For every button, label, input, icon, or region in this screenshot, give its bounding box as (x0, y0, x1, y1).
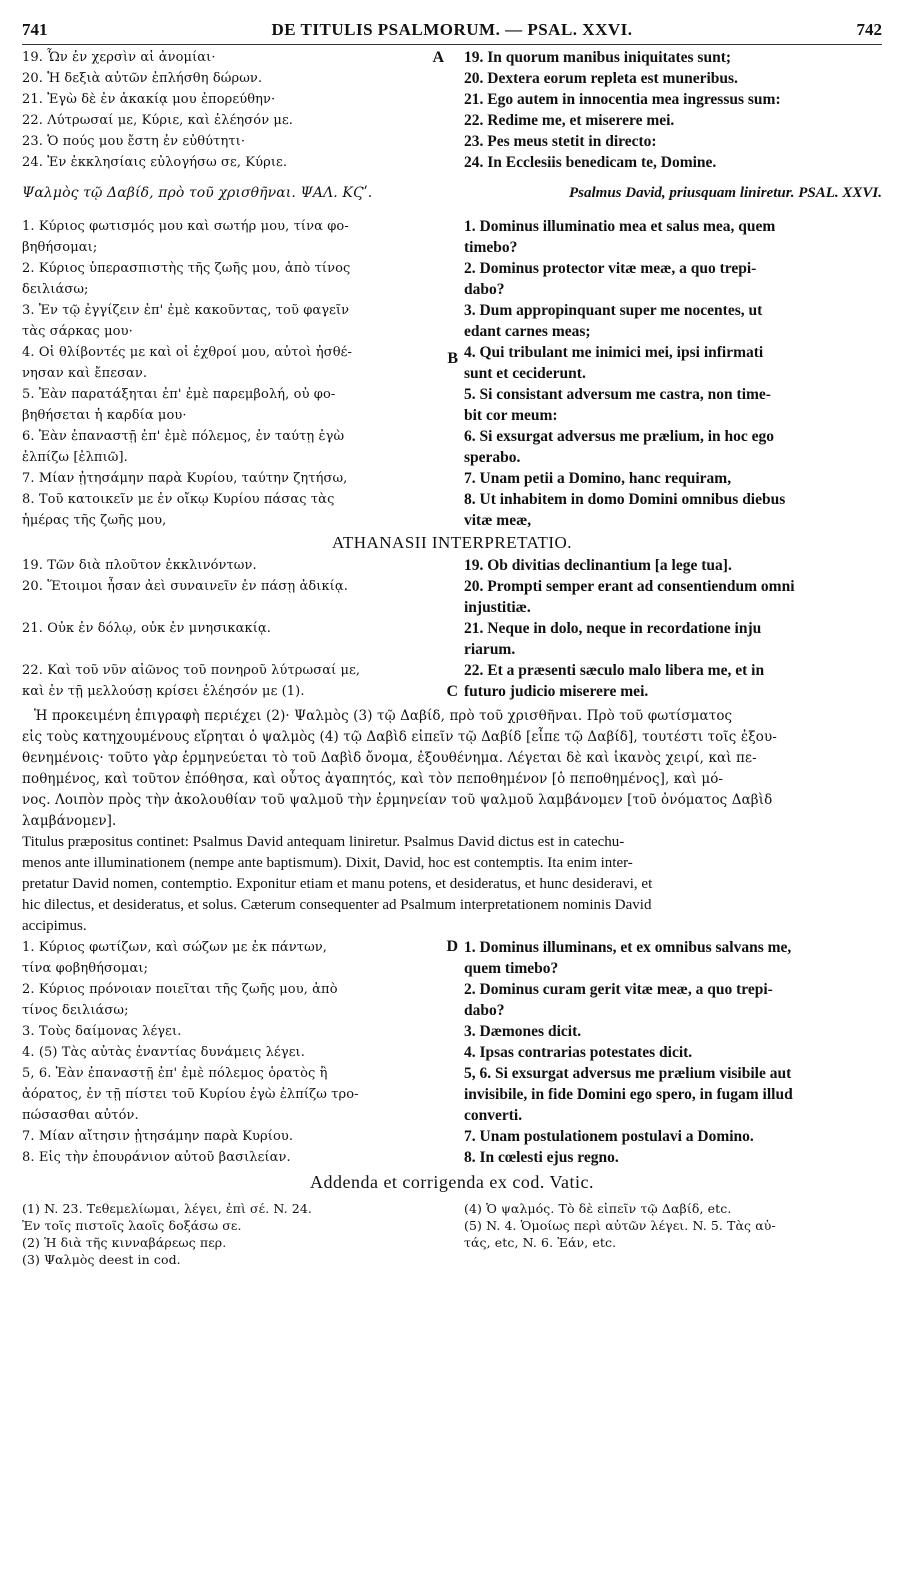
greek-paragraph-line: θενημένοις· τοῦτο γὰρ ἑρμηνεύεται τὸ τοῦ Δαβὶδ ὄνομα, ἐξουθένημα. Λέγεται δὲ καὶ ἱκανὸς χειρί, καὶ πε- (22, 750, 757, 766)
athanasius-greek-column (22, 555, 458, 702)
latin-line: 8. Ut inhabitem in domo Domini omnibus diebus (464, 491, 786, 508)
latin-paragraph-line: Titulus præpositus continet: Psalmus David antequam liniretur. Psalmus David dictus est in catechu- (22, 834, 625, 850)
commentary-greek-column (22, 937, 458, 1168)
greek-line: 20. Ἕτοιμοι ἦσαν ἀεὶ συναινεῖν ἐν πάσῃ ἀδικίᾳ. (22, 579, 348, 594)
latin-line: 3. Dæmones dicit. (464, 1023, 582, 1040)
margin-marker-b: B (447, 350, 458, 367)
greek-line: 23. Ὁ πούς μου ἔστη ἐν εὐθύτητι· (22, 134, 246, 149)
psalm-latin-column (464, 216, 882, 531)
latin-line: 22. Redime me, et miserere mei. (464, 112, 675, 129)
latin-line: timebo? (464, 239, 518, 256)
latin-line: 19. Ob divitias declinantium [a lege tua]. (464, 557, 732, 574)
greek-line: τίνα φοβηθήσομαι; (22, 961, 149, 976)
latin-line: 1. Dominus illuminans, et ex omnibus salvans me, (464, 939, 792, 956)
latin-line: 21. Ego autem in innocentia mea ingressus sum: (464, 91, 781, 108)
latin-line: 21. Neque in dolo, neque in recordatione inju (464, 620, 762, 637)
psalm-heading (22, 185, 882, 202)
latin-line: bit cor meum: (464, 407, 558, 424)
greek-line: τίνος δειλιάσω; (22, 1003, 129, 1018)
greek-line: βηθήσεται ἡ καρδία μου· (22, 408, 187, 423)
greek-line: 21. Ἐγὼ δὲ ἐν ἀκακίᾳ μου ἐπορεύθην· (22, 92, 276, 107)
running-title: DE TITULIS PSALMORUM. — PSAL. XXVI. (271, 20, 633, 39)
greek-line: 19. Ὧν ἐν χερσὶν αἱ ἀνομίαι· (22, 50, 216, 65)
footnote-line: (2) Ἡ διὰ τῆς κινναβάρεως περ. (22, 1235, 227, 1250)
greek-line: 2. Κύριος ὑπερασπιστὴς τῆς ζωῆς μου, ἀπὸ τίνος (22, 261, 351, 276)
greek-paragraph (22, 706, 882, 832)
margin-marker-c: C (446, 683, 458, 700)
greek-line: καὶ ἐν τῇ μελλούσῃ κρίσει ἐλέησόν με (1). (22, 684, 305, 699)
latin-line: 4. Qui tribulant me inimici mei, ipsi infirmati (464, 344, 764, 361)
greek-paragraph-line: Ἡ προκειμένη ἐπιγραφὴ περιέχει (2)· Ψαλμὸς (3) τῷ Δαβίδ, πρὸ τοῦ χρισθῆναι. Πρὸ τοῦ φωτίσματος (34, 708, 733, 724)
greek-line: πώσασθαι αὐτόν. (22, 1108, 139, 1123)
greek-line: 22. Λύτρωσαί με, Κύριε, καὶ ἐλέησόν με. (22, 113, 294, 128)
latin-line: 22. Et a præsenti sæculo malo libera me, et in (464, 662, 765, 679)
greek-line: 20. Ἡ δεξιὰ αὐτῶν ἐπλήσθη δώρων. (22, 71, 263, 86)
latin-line: 19. In quorum manibus iniquitates sunt; (464, 49, 732, 66)
footnote-line: (5) N. 4. Ὁμοίως περὶ αὐτῶν λέγει. N. 5. Τὰς αὐ- (464, 1218, 776, 1233)
latin-line: 8. In cœlesti ejus regno. (464, 1149, 619, 1166)
greek-line: 5. Ἐὰν παρατάξηται ἐπ' ἐμὲ παρεμβολή, οὐ φο- (22, 387, 336, 402)
top-greek-column (22, 47, 444, 173)
greek-paragraph-line: νος. Λοιπὸν πρὸς τὴν ἀκολουθίαν τοῦ ψαλμοῦ τὴν ἑρμηνείαν τοῦ ψαλμοῦ λαμβάνομεν [τοῦ ὀνόματος Δαβὶδ (22, 792, 773, 808)
latin-paragraph-line: pretatur David nomen, contemptio. Exponitur etiam et manu potens, et desideratus, et hunc desideravi, et (22, 876, 653, 892)
addenda-heading: Addenda et corrigenda ex cod. Vatic. (309, 1172, 595, 1192)
greek-line: 6. Ἐὰν ἐπαναστῇ ἐπ' ἐμὲ πόλεμος, ἐν ταύτῃ ἐγὼ (22, 429, 345, 444)
greek-line: ἡμέρας τῆς ζωῆς μου, (22, 513, 167, 528)
latin-line: converti. (464, 1107, 523, 1124)
latin-line: 23. Pes meus stetit in directo: (464, 133, 657, 150)
psalm-greek-column (22, 216, 458, 531)
greek-line: βηθήσομαι; (22, 240, 98, 255)
latin-line: vitæ meæ, (464, 512, 532, 529)
greek-line: 21. Οὐκ ἐν δόλῳ, οὐκ ἐν μνησικακίᾳ. (22, 621, 272, 636)
greek-line: τὰς σάρκας μου· (22, 324, 133, 339)
latin-line: 7. Unam petii a Domino, hanc requiram, (464, 470, 732, 487)
greek-line: νησαν καὶ ἔπεσαν. (22, 366, 148, 381)
latin-paragraph-line: accipimus. (22, 918, 87, 934)
latin-line: 20. Prompti semper erant ad consentiendum omni (464, 578, 795, 595)
greek-paragraph-line: ποθημένος, καὶ τοῦτον ἐπόθησα, καὶ οὗτος ἀγαπητός, καὶ τὸν πεποθημένον [ὁ πεποθημένος], καὶ μό- (22, 771, 724, 787)
greek-line: ἐλπίζω [ἐλπιῶ]. (22, 450, 128, 465)
greek-line: 19. Τῶν διὰ πλοῦτον ἐκκλινόντων. (22, 558, 257, 573)
footnote-line: (4) Ὁ ψαλμός. Τὸ δὲ εἰπεῖν τῷ Δαβίδ, etc. (464, 1201, 732, 1216)
latin-line: edant carnes meas; (464, 323, 591, 340)
greek-paragraph-line: λαμβάνομεν]. (22, 813, 117, 829)
greek-line: δειλιάσω; (22, 282, 89, 297)
latin-line: 2. Dominus curam gerit vitæ meæ, a quo trepi- (464, 981, 773, 998)
athanasius-verses (22, 555, 882, 702)
greek-line: 2. Κύριος πρόνοιαν ποιεῖται τῆς ζωῆς μου, ἀπὸ (22, 982, 338, 997)
footnote-line: (1) N. 23. Τεθεμελίωμαι, λέγει, ἐπὶ σέ. N. 24. (22, 1201, 312, 1216)
greek-line: 7. Μίαν ᾐτησάμην παρὰ Κυρίου, ταύτην ζητήσω, (22, 471, 348, 486)
greek-line: 1. Κύριος φωτίζων, καὶ σώζων με ἐκ πάντων, (22, 940, 328, 955)
latin-line: 24. In Ecclesiis benedicam te, Domine. (464, 154, 717, 171)
latin-line: quem timebo? (464, 960, 559, 977)
footnotes-left (22, 1200, 440, 1268)
greek-paragraph-line: εἰς τοὺς κατηχουμένους εἴρηται ὁ ψαλμὸς (4) τῷ Δαβὶδ εἰπεῖν τῷ Δαβίδ [εἶπε τῷ Δαβίδ], τουτέστι τοῖς ἐξου- (22, 729, 777, 745)
running-header (22, 14, 882, 45)
greek-line: 8. Τοῦ κατοικεῖν με ἐν οἴκῳ Κυρίου πάσας τὰς (22, 492, 335, 507)
footnotes-right (464, 1200, 882, 1268)
greek-line: 4. (5) Τὰς αὐτὰς ἐναντίας δυνάμεις λέγει. (22, 1045, 305, 1060)
top-latin-column (464, 47, 882, 173)
latin-line: 1. Dominus illuminatio mea et salus mea, quem (464, 218, 776, 235)
greek-line: 22. Καὶ τοῦ νῦν αἰῶνος τοῦ πονηροῦ λύτρωσαί με, (22, 663, 361, 678)
psalm-heading-latin: Psalmus David, priusquam liniretur. PSAL. XXVI. (568, 185, 882, 201)
latin-paragraph-line: hic dilectus, et desideratus, et solus. Cæterum consequenter ad Psalmum interpretationem nominis David (22, 897, 652, 913)
latin-paragraph-line: menos ante illuminationem (nempe ante baptismum). Dixit, David, hoc est contemptis. Ita enim inter- (22, 855, 633, 871)
commentary-latin-column (464, 937, 882, 1168)
page (22, 14, 882, 1268)
latin-line: 20. Dextera eorum repleta est muneribus. (464, 70, 738, 87)
latin-line: invisibile, in fide Domini ego spero, in fugam illud (464, 1086, 793, 1103)
greek-line: 5, 6. Ἐὰν ἐπαναστῇ ἐπ' ἐμὲ πόλεμος ὁρατὸς ἢ (22, 1066, 328, 1081)
athanasii-heading: ATHANASII INTERPRETATIO. (331, 533, 573, 552)
greek-line (22, 597, 440, 618)
latin-paragraph (22, 832, 882, 937)
latin-line: 2. Dominus protector vitæ meæ, a quo trepi- (464, 260, 757, 277)
latin-line: 5. Si consistant adversum me castra, non time- (464, 386, 771, 403)
psalm-heading-greek: Ψαλμὸς τῷ Δαβίδ, πρὸ τοῦ χρισθῆναι. ΨΑΛ. ΚϚʹ. (22, 185, 373, 201)
footnote-line: Ἐν τοῖς πιστοῖς λαοῖς δοξάσω σε. (22, 1218, 242, 1233)
greek-line: ἀόρατος, ἐν τῇ πίστει τοῦ Κυρίου ἐγὼ ἐλπίζω τρο- (22, 1087, 359, 1102)
footnote-line: (3) Ψαλμὸς deest in cod. (22, 1252, 181, 1267)
page-number-right: 742 (856, 20, 882, 39)
footnote-line: τάς, etc, N. 6. Ἐάν, etc. (464, 1235, 617, 1250)
latin-line: dabo? (464, 1002, 505, 1019)
latin-line: 3. Dum appropinquant super me nocentes, ut (464, 302, 763, 319)
latin-line: sunt et ceciderunt. (464, 365, 586, 382)
footnotes (22, 1200, 882, 1268)
latin-line: injustitiæ. (464, 599, 531, 616)
latin-line: 4. Ipsas contrarias potestates dicit. (464, 1044, 693, 1061)
latin-line: futuro judicio miserere mei. (464, 683, 649, 700)
psalm-verses (22, 216, 882, 531)
greek-line: 3. Τοὺς δαίμονας λέγει. (22, 1024, 182, 1039)
margin-marker-d: D (446, 938, 458, 955)
latin-line: riarum. (464, 641, 516, 658)
latin-line: 6. Si exsurgat adversus me prælium, in hoc ego (464, 428, 774, 445)
greek-line (22, 639, 440, 660)
margin-marker-a: A (432, 49, 444, 66)
latin-line: dabo? (464, 281, 505, 298)
top-verses (22, 47, 882, 173)
commentary-verses (22, 937, 882, 1168)
greek-line: 3. Ἐν τῷ ἐγγίζειν ἐπ' ἐμὲ κακοῦντας, τοῦ φαγεῖν (22, 303, 350, 318)
greek-line: 24. Ἐν ἐκκλησίαις εὐλογήσω σε, Κύριε. (22, 155, 288, 170)
greek-line: 8. Εἰς τὴν ἐπουράνιον αὐτοῦ βασιλείαν. (22, 1150, 291, 1165)
latin-line: sperabo. (464, 449, 521, 466)
athanasius-latin-column (464, 555, 882, 702)
page-number-left: 741 (22, 20, 48, 39)
latin-line: 7. Unam postulationem postulavi a Domino. (464, 1128, 754, 1145)
greek-line: 1. Κύριος φωτισμός μου καὶ σωτήρ μου, τίνα φο- (22, 219, 349, 234)
greek-line: 4. Οἱ θλίβοντές με καὶ οἱ ἐχθροί μου, αὐτοὶ ἠσθέ- (22, 345, 352, 360)
greek-line: 7. Μίαν αἴτησιν ᾐτησάμην παρὰ Κυρίου. (22, 1129, 294, 1144)
latin-line: 5, 6. Si exsurgat adversus me prælium visibile aut (464, 1065, 792, 1082)
